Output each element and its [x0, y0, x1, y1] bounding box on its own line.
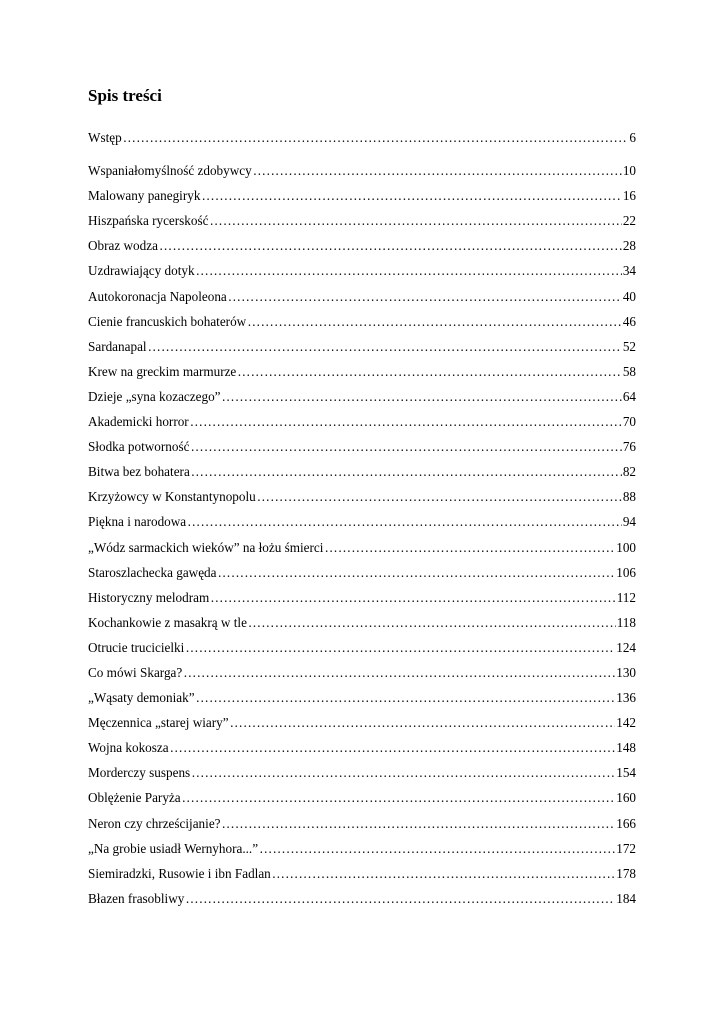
- toc-entry-page-number: 10: [622, 163, 636, 179]
- toc-entry-label: Historyczny melodram: [88, 589, 210, 605]
- toc-entry: [88, 158, 636, 183]
- toc-dot-leader: [210, 585, 615, 610]
- toc-entry: [88, 183, 636, 208]
- toc-entry: [88, 886, 636, 911]
- toc-entry: [88, 685, 636, 710]
- toc-entry-page-number: 40: [622, 288, 636, 304]
- toc-entry-label: Staroszlachecka gawęda: [88, 564, 217, 580]
- toc-dot-leader: [201, 183, 621, 208]
- toc-entry: [88, 610, 636, 635]
- toc-dot-leader: [222, 384, 622, 409]
- toc-entry-label: Piękna i narodowa: [88, 514, 187, 530]
- toc-dot-leader: [187, 509, 622, 534]
- toc-dot-leader: [182, 785, 616, 810]
- toc-entry-label: Męczennica „starej wiary”: [88, 715, 229, 731]
- toc-dot-leader: [259, 836, 615, 861]
- toc-entry: [88, 836, 636, 861]
- toc-entry-page-number: 64: [622, 388, 636, 404]
- toc-entry-label: Wstęp: [88, 130, 122, 145]
- toc-entry: [88, 560, 636, 585]
- toc-entry-label: Bitwa bez bohatera: [88, 464, 190, 480]
- toc-entry-label: Hiszpańska rycerskość: [88, 213, 209, 229]
- toc-entry-label: Krzyżowcy w Konstantynopolu: [88, 489, 256, 505]
- toc-dot-leader: [228, 284, 622, 309]
- toc-entry: [88, 760, 636, 785]
- toc-entry-page-number: 82: [622, 464, 636, 480]
- toc-dot-leader: [253, 158, 622, 183]
- toc-entry: [88, 359, 636, 384]
- toc-entry-page-number: 112: [616, 589, 636, 605]
- toc-dot-leader: [123, 125, 629, 150]
- toc-entry-page-number: 178: [616, 865, 636, 881]
- toc-entry: [88, 660, 636, 685]
- toc-dot-leader: [196, 685, 616, 710]
- toc-entry-label: Wspaniałomyślność zdobywcy: [88, 163, 252, 179]
- toc-entry: [88, 785, 636, 810]
- toc-entry-page-number: 184: [616, 890, 636, 906]
- toc-dot-leader: [196, 258, 622, 283]
- toc-entry-page-number: 100: [616, 539, 636, 555]
- toc-entry-page-number: 154: [616, 765, 636, 781]
- toc-entry-label: Dzieje „syna kozaczego”: [88, 388, 221, 404]
- toc-entry: [88, 125, 636, 150]
- toc-entry-label: „Na grobie usiadł Wernyhora...”: [88, 840, 259, 856]
- toc-entry-label: Otrucie trucicielki: [88, 639, 185, 655]
- toc-entry-page-number: 58: [622, 363, 636, 379]
- toc-entry-label: Malowany panegiryk: [88, 188, 201, 204]
- toc-entry-label: Obraz wodza: [88, 238, 158, 254]
- toc-entry-page-number: 16: [622, 188, 636, 204]
- toc-dot-leader: [324, 535, 615, 560]
- page-title: Spis treści: [88, 86, 162, 105]
- toc-entry-label: Uzdrawiający dotyk: [88, 263, 195, 279]
- toc-entry: [88, 334, 636, 359]
- toc-entry-label: Co mówi Skarga?: [88, 664, 183, 680]
- toc-entry-page-number: 118: [616, 614, 636, 630]
- toc-entry-page-number: 6: [629, 130, 636, 145]
- toc-entry-label: „Wąsaty demoniak”: [88, 690, 195, 706]
- toc-dot-leader: [209, 208, 621, 233]
- toc-entry-page-number: 172: [616, 840, 636, 856]
- toc-dot-leader: [237, 359, 622, 384]
- toc-entry-page-number: 142: [616, 715, 636, 731]
- toc-entry: [88, 585, 636, 610]
- toc-entry: [88, 861, 636, 886]
- toc-entry: [88, 258, 636, 283]
- toc-entry-page-number: 130: [616, 664, 636, 680]
- toc-entry-page-number: 46: [622, 313, 636, 329]
- toc-entry: [88, 459, 636, 484]
- toc-entry: [88, 811, 636, 836]
- toc-entry-label: Sardanapal: [88, 338, 147, 354]
- toc-dot-leader: [257, 484, 622, 509]
- toc-dot-leader: [185, 635, 615, 660]
- toc-entry-label: Akademicki horror: [88, 414, 189, 430]
- toc-entry: [88, 535, 636, 560]
- toc-entry: [88, 233, 636, 258]
- toc-entry-page-number: 70: [622, 414, 636, 430]
- toc-dot-leader: [190, 409, 622, 434]
- toc-entry-label: „Wódz sarmackich wieków” na łożu śmierci: [88, 539, 324, 555]
- toc-entry: [88, 284, 636, 309]
- toc-entry-page-number: 28: [622, 238, 636, 254]
- toc-entry-page-number: 76: [622, 439, 636, 455]
- toc-entry-label: Krew na greckim marmurze: [88, 363, 237, 379]
- toc-dot-leader: [248, 610, 616, 635]
- toc-dot-leader: [230, 710, 616, 735]
- toc-entry: [88, 635, 636, 660]
- toc-dot-leader: [148, 334, 622, 359]
- toc-entry-page-number: 124: [616, 639, 636, 655]
- document-page: [88, 84, 636, 911]
- toc-dot-leader: [218, 560, 616, 585]
- toc-entry: [88, 208, 636, 233]
- toc-dot-leader: [159, 233, 622, 258]
- toc-entry: [88, 710, 636, 735]
- toc-entry-page-number: 94: [622, 514, 636, 530]
- toc-dot-leader: [222, 811, 616, 836]
- toc-entry: [88, 735, 636, 760]
- toc-dot-leader: [185, 886, 615, 911]
- toc-entry: [88, 509, 636, 534]
- toc-entry-page-number: 148: [616, 740, 636, 756]
- toc-entry-label: Kochankowie z masakrą w tle: [88, 614, 247, 630]
- toc-dot-leader: [191, 459, 622, 484]
- toc-dot-leader: [170, 735, 616, 760]
- toc-entry-label: Neron czy chrześcijanie?: [88, 815, 221, 831]
- toc-entry-label: Morderczy suspens: [88, 765, 191, 781]
- toc-dot-leader: [191, 760, 615, 785]
- toc-entry-page-number: 166: [616, 815, 636, 831]
- toc-entry-page-number: 22: [622, 213, 636, 229]
- toc-entry: [88, 434, 636, 459]
- toc-entry-page-number: 106: [616, 564, 636, 580]
- toc-entry-label: Słodka potworność: [88, 439, 190, 455]
- toc-entry-label: Oblężenie Paryża: [88, 790, 181, 806]
- toc-entry-page-number: 88: [622, 489, 636, 505]
- toc-entry-page-number: 52: [622, 338, 636, 354]
- toc-dot-leader: [183, 660, 615, 685]
- toc-dot-leader: [190, 434, 621, 459]
- toc-entry: [88, 484, 636, 509]
- toc-dot-leader: [247, 309, 622, 334]
- toc-entry-label: Cienie francuskich bohaterów: [88, 313, 247, 329]
- toc-entry-label: Autokoronacja Napoleona: [88, 288, 227, 304]
- toc-entry-page-number: 34: [622, 263, 636, 279]
- toc-entry-page-number: 136: [616, 690, 636, 706]
- toc-entry: [88, 384, 636, 409]
- toc-entry-label: Błazen frasobliwy: [88, 890, 185, 906]
- toc-entry: [88, 309, 636, 334]
- toc-entry-page-number: 160: [616, 790, 636, 806]
- toc-dot-leader: [272, 861, 615, 886]
- toc-entry-label: Siemiradzki, Rusowie i ibn Fadlan: [88, 865, 271, 881]
- toc-entry-label: Wojna kokosza: [88, 740, 169, 756]
- table-of-contents: [88, 125, 636, 911]
- toc-entry: [88, 409, 636, 434]
